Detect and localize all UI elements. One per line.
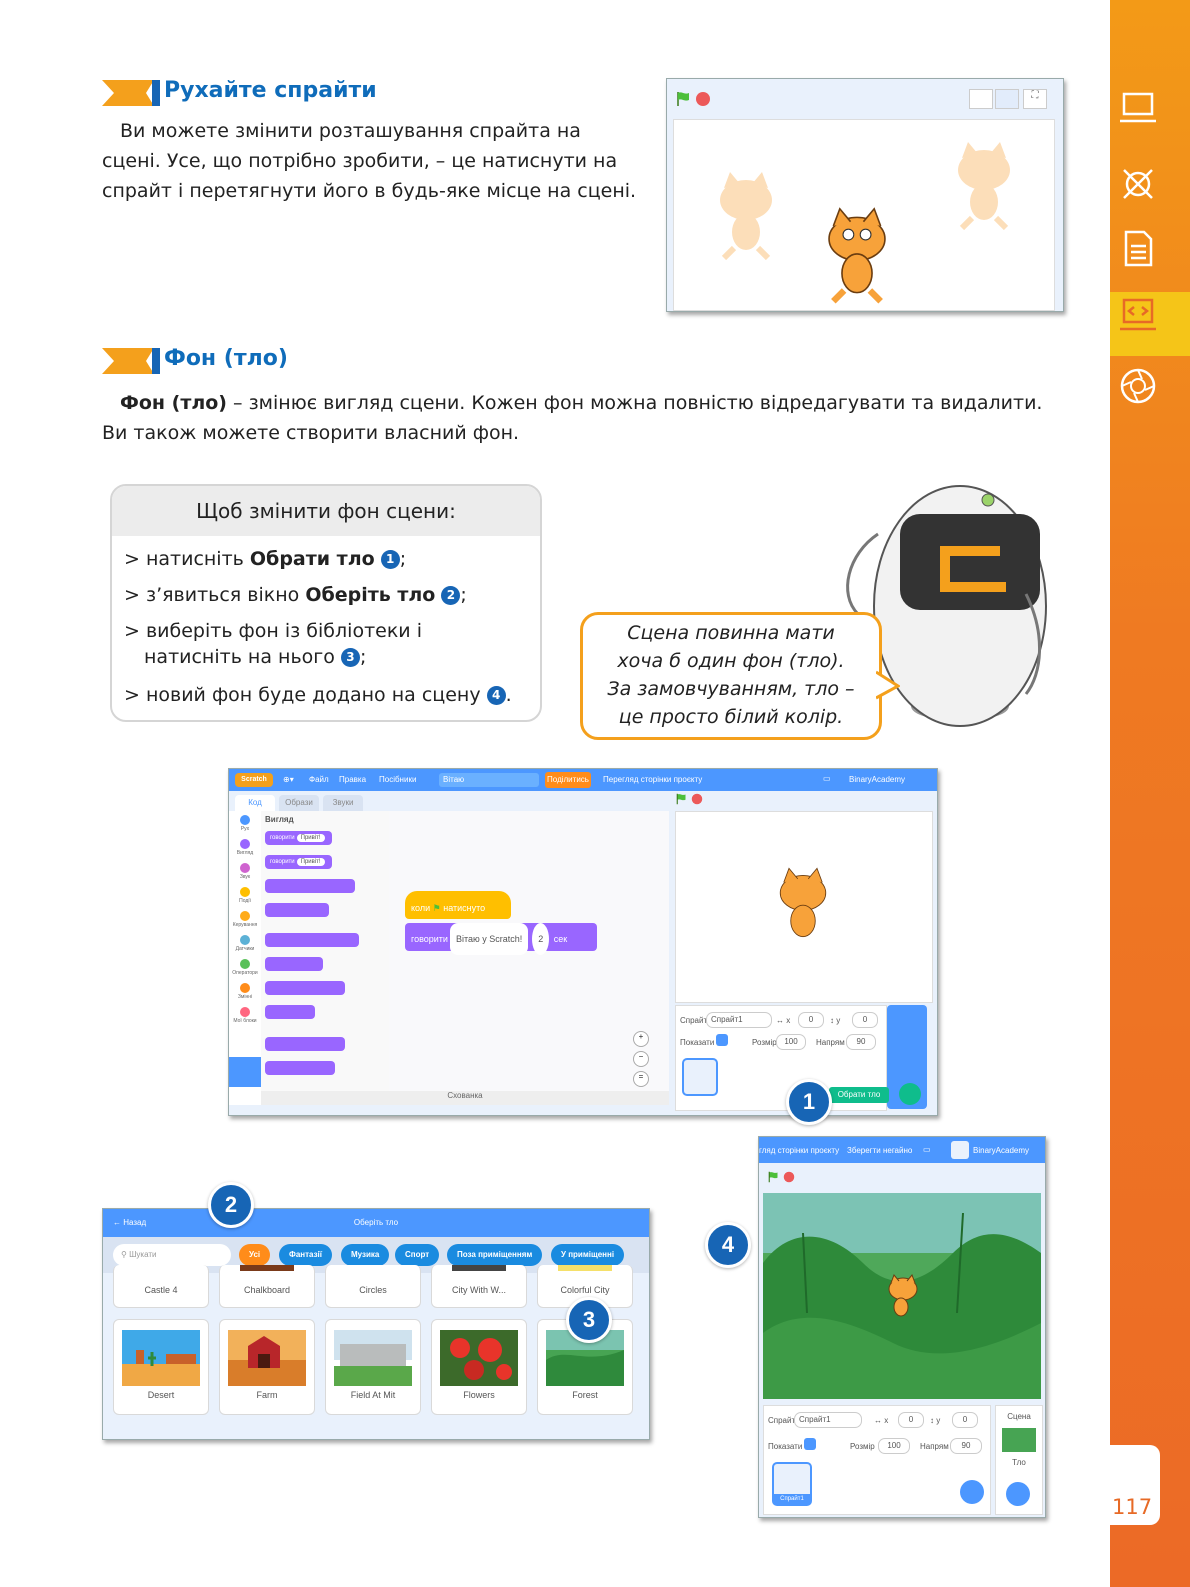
cat-sprite[interactable] — [814, 202, 900, 308]
term-definition: – змінює вигляд сцени. Кожен фон можна повністю відредагувати та видалити. Ви також можете створити власний фон. — [102, 392, 1043, 444]
x-input[interactable]: 0 — [798, 1012, 824, 1028]
category-label: Змінні — [237, 994, 253, 1000]
choose-sprite-button[interactable] — [960, 1480, 984, 1504]
fullscreen-icon[interactable]: ⛶ — [1023, 89, 1047, 109]
direction-input[interactable]: 90 — [950, 1438, 982, 1454]
menu-file[interactable]: Файл — [309, 775, 329, 784]
direction-label: Напрям — [816, 1038, 845, 1047]
section-text-backdrop — [102, 388, 1062, 448]
folder-icon[interactable]: ▭ — [923, 1145, 931, 1154]
step-number-badge: 1 — [381, 550, 400, 569]
cat-sprite[interactable] — [768, 864, 838, 948]
filter-indoors[interactable]: У приміщенні — [551, 1244, 624, 1266]
size-input[interactable]: 100 — [878, 1438, 910, 1454]
filter-outdoors[interactable]: Поза приміщенням — [447, 1244, 542, 1266]
term-backdrop: Фон (тло) — [120, 392, 227, 414]
zoom-in-icon[interactable]: + — [633, 1031, 649, 1047]
block-say[interactable]: говорити Привіт! — [265, 855, 332, 869]
callout-4: 4 — [705, 1222, 751, 1268]
block-set-size[interactable] — [265, 1061, 335, 1075]
step-number-badge: 2 — [441, 586, 460, 605]
large-stage-button[interactable] — [995, 89, 1019, 109]
category-dot-icon — [240, 911, 250, 921]
sprite-name-input[interactable]: Спрайт1 — [706, 1012, 772, 1028]
stage-result-screenshot — [758, 1136, 1046, 1518]
category-item[interactable] — [229, 935, 261, 952]
cat-sprite-ghost — [944, 140, 1024, 230]
filter-all[interactable]: Усі — [239, 1244, 270, 1266]
category-dot-icon — [240, 959, 250, 969]
computer-icon — [1118, 88, 1158, 128]
y-input[interactable]: 0 — [952, 1412, 978, 1428]
step-2: > з’явиться вікно Оберіть тло 2 ; — [124, 584, 467, 606]
scratch-logo[interactable]: Scratch — [235, 773, 273, 787]
back-button[interactable]: ← Назад — [113, 1218, 147, 1227]
library-title: Оберіть тло — [353, 1218, 399, 1227]
block-change-size[interactable] — [265, 1037, 345, 1051]
scratch-editor-screenshot — [228, 768, 938, 1116]
menu-bar — [759, 1137, 1045, 1163]
share-button[interactable]: Поділитись — [545, 772, 591, 788]
choose-backdrop-button[interactable] — [899, 1083, 921, 1105]
step-4: > новий фон буде додано на сцену 4 . — [124, 684, 512, 706]
backdrop-tile-forest[interactable]: Forest — [537, 1319, 633, 1415]
say-for-secs-block[interactable]: говорити Вітаю у Scratch! 2 сек — [405, 923, 597, 951]
zoom-reset-icon[interactable]: = — [633, 1071, 649, 1087]
category-item[interactable] — [229, 1007, 261, 1024]
callout-3: 3 — [566, 1297, 612, 1343]
document-icon — [1118, 228, 1158, 268]
see-project-page-link[interactable]: гляд сторінки проєкту — [759, 1146, 840, 1155]
tab-sounds[interactable]: Звуки — [323, 795, 363, 811]
backdrop-tile-field-at-mit[interactable]: Field At Mit — [325, 1319, 421, 1415]
stage-label: Сцена — [1007, 1412, 1031, 1421]
project-title-input[interactable]: Вітаю — [439, 773, 539, 787]
step-1: > натисніть Обрати тло 1 ; — [124, 548, 407, 570]
user-menu[interactable]: BinaryAcademy — [973, 1146, 1030, 1155]
steps-box — [110, 484, 542, 722]
search-input[interactable]: ⚲ Шукати — [113, 1244, 231, 1266]
size-label: Розмір — [752, 1038, 777, 1047]
backdrop-tile[interactable]: City With W... — [431, 1265, 527, 1308]
sprite-label: Спрайт — [768, 1416, 796, 1425]
category-dot-icon — [240, 815, 250, 825]
category-item[interactable] — [229, 959, 261, 976]
category-label: Датчики — [235, 946, 255, 952]
size-input[interactable]: 100 — [776, 1034, 806, 1050]
backdrop-tile[interactable]: Chalkboard — [219, 1265, 315, 1308]
backdrop-tile[interactable]: Colorful City — [537, 1265, 633, 1308]
backdrop-tile-farm[interactable]: Farm — [219, 1319, 315, 1415]
avatar[interactable] — [951, 1141, 969, 1159]
direction-input[interactable]: 90 — [846, 1034, 876, 1050]
block-switch-backdrop[interactable] — [265, 981, 345, 995]
bubble-line: це просто білий колір. — [618, 706, 844, 728]
choose-backdrop-tooltip: Обрати тло — [829, 1087, 889, 1103]
green-flag-icon[interactable] — [767, 1171, 779, 1183]
extensions-button[interactable] — [229, 1057, 261, 1087]
library-header — [103, 1209, 649, 1237]
callout-1: 1 — [786, 1079, 832, 1125]
folder-icon[interactable]: ▭ — [823, 774, 831, 783]
block-think-for-secs[interactable] — [265, 879, 355, 893]
palette-title: Вигляд — [265, 815, 294, 824]
green-flag-icon[interactable] — [675, 793, 687, 805]
green-flag-icon[interactable] — [675, 91, 691, 107]
block-switch-costume[interactable] — [265, 933, 359, 947]
step-number-badge: 3 — [341, 648, 360, 667]
y-label: ↕ y — [930, 1416, 941, 1425]
category-item[interactable] — [229, 815, 261, 832]
direction-label: Напрям — [920, 1442, 949, 1451]
x-input[interactable]: 0 — [898, 1412, 924, 1428]
bubble-tail — [876, 670, 900, 700]
choose-backdrop-button[interactable] — [1006, 1482, 1030, 1506]
backpack[interactable]: Схованка — [261, 1091, 669, 1105]
bubble-line: Сцена повинна мати — [627, 622, 835, 644]
forest-stage[interactable] — [763, 1193, 1041, 1399]
category-label: Керування — [232, 922, 258, 928]
x-label: ↔ x — [776, 1016, 791, 1025]
backdrop-tile-flowers[interactable]: Flowers — [431, 1319, 527, 1415]
category-dot-icon — [240, 863, 250, 873]
section-title-move-sprites: Рухайте спрайти — [164, 78, 377, 103]
menu-tutorials[interactable]: Посібники — [379, 775, 417, 784]
script-area[interactable] — [389, 811, 669, 1091]
y-label: ↕ y — [830, 1016, 841, 1025]
filter-music[interactable]: Музика — [341, 1244, 389, 1266]
block-next-backdrop[interactable] — [265, 1005, 315, 1019]
category-item[interactable] — [229, 839, 261, 856]
show-eye-icon[interactable] — [804, 1438, 816, 1450]
cat-sprite-ghost — [706, 170, 786, 260]
stage-selector[interactable] — [995, 1405, 1043, 1515]
stage-screenshot — [666, 78, 1064, 312]
filter-sports[interactable]: Спорт — [395, 1244, 439, 1266]
stop-icon[interactable] — [783, 1171, 795, 1183]
block-say-for-secs[interactable]: говорити Привіт! — [265, 831, 332, 845]
backdrops-label: Тло — [1012, 1458, 1026, 1467]
user-menu[interactable]: BinaryAcademy — [849, 775, 906, 784]
show-eye-icon[interactable] — [716, 1034, 728, 1046]
filter-fantasy[interactable]: Фантазії — [279, 1244, 332, 1266]
stop-icon[interactable] — [695, 91, 711, 107]
category-item[interactable] — [229, 911, 261, 928]
step-3: > виберіть фон із бібліотеки і натисніть на нього 3 ; — [124, 620, 422, 668]
globe-icon[interactable]: ⊕▾ — [283, 775, 294, 784]
section-title-backdrop: Фон (тло) — [164, 346, 288, 371]
aperture-icon — [1118, 366, 1158, 406]
sprite-info-panel — [763, 1405, 991, 1515]
category-item[interactable] — [229, 983, 261, 1000]
save-now-link[interactable]: Зберегти негайно — [847, 1146, 913, 1155]
when-flag-clicked-block[interactable]: коли ⚑ натиснуто — [405, 891, 511, 919]
code-screen-icon — [1118, 296, 1158, 336]
stage-area[interactable] — [673, 119, 1055, 311]
category-dot-icon — [240, 935, 250, 945]
bubble-line: хоча б один фон (тло). — [617, 650, 845, 672]
heading-flag-icon — [102, 348, 160, 374]
speech-bubble — [580, 612, 882, 740]
sprite-label: Спрайт — [680, 1016, 708, 1025]
stage-thumbnail[interactable] — [1002, 1428, 1036, 1452]
backdrop-tile-desert[interactable]: Desert — [113, 1319, 209, 1415]
y-input[interactable]: 0 — [852, 1012, 878, 1028]
stage-area[interactable] — [675, 811, 933, 1003]
sprite-thumbnail[interactable] — [682, 1058, 718, 1096]
backdrop-tile[interactable]: Circles — [325, 1265, 421, 1308]
zoom-out-icon[interactable]: − — [633, 1051, 649, 1067]
stop-icon[interactable] — [691, 793, 703, 805]
backdrop-tile[interactable]: Castle 4 — [113, 1265, 209, 1308]
x-label: ↔ x — [874, 1416, 889, 1425]
section-text-move-sprites: Ви можете змінити розташування спрайта на сцені. Усе, що потрібно зробити, – це натиснути на спрайт і перетягнути його в будь-яке місце на сцені. — [102, 120, 637, 202]
callout-2: 2 — [208, 1182, 254, 1228]
sprite-name-input[interactable]: Спрайт1 — [794, 1412, 862, 1428]
block-next-costume[interactable] — [265, 957, 323, 971]
category-label: Рух — [240, 826, 250, 832]
tab-costumes[interactable]: Образи — [279, 795, 319, 811]
sprite-thumbnail[interactable]: Спрайт1 — [772, 1462, 812, 1506]
step-number-badge: 4 — [487, 686, 506, 705]
category-label: Вигляд — [236, 850, 254, 856]
category-label: Мої блоки — [233, 1018, 257, 1024]
menu-bar — [229, 769, 937, 791]
block-palette — [261, 811, 390, 1105]
category-item[interactable] — [229, 863, 261, 880]
category-label: Оператори — [232, 970, 258, 976]
heading-flag-icon — [102, 80, 160, 106]
tab-code[interactable]: Код — [235, 795, 275, 811]
category-dot-icon — [240, 983, 250, 993]
bubble-line: За замовчуванням, тло – — [607, 678, 855, 700]
category-label: Події — [239, 898, 251, 904]
category-label: Звук — [239, 874, 251, 880]
show-label: Показати — [680, 1038, 715, 1047]
small-stage-button[interactable] — [969, 89, 993, 109]
category-item[interactable] — [229, 887, 261, 904]
see-project-page-link[interactable]: Перегляд сторінки проєкту — [603, 775, 703, 784]
block-think[interactable] — [265, 903, 329, 917]
tools-icon — [1118, 164, 1158, 204]
menu-edit[interactable]: Правка — [339, 775, 367, 784]
category-dot-icon — [240, 839, 250, 849]
steps-header: Щоб змінити фон сцени: — [112, 486, 540, 536]
size-label: Розмір — [850, 1442, 875, 1451]
show-label: Показати — [768, 1442, 803, 1451]
category-dot-icon — [240, 1007, 250, 1017]
category-dot-icon — [240, 887, 250, 897]
page-number: 117 — [1112, 1495, 1153, 1519]
